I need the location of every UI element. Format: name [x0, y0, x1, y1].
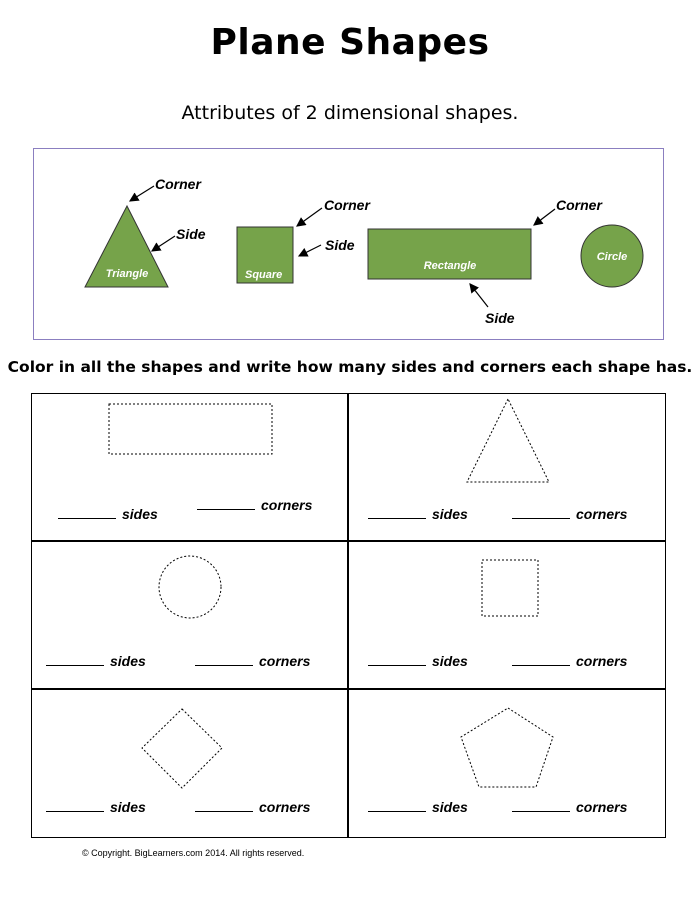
- corners-answer[interactable]: corners: [512, 799, 627, 815]
- rectangle-corner-label: Corner: [556, 197, 602, 213]
- corners-answer[interactable]: corners: [195, 799, 310, 815]
- square-label: Square: [245, 269, 283, 281]
- corners-answer[interactable]: corners: [197, 497, 312, 513]
- cell-rectangle: [31, 393, 348, 541]
- rectangle-label: Rectangle: [423, 260, 477, 272]
- worksheet-grid: [31, 393, 666, 838]
- rectangle-side-label: Side: [485, 310, 515, 326]
- diamond-outline-shape: [32, 690, 349, 839]
- circle-label: Circle: [596, 251, 628, 263]
- square-corner-label: Corner: [324, 197, 370, 213]
- pentagon-outline-shape: [349, 690, 667, 839]
- cell-circle: [31, 541, 348, 689]
- sides-answer[interactable]: sides: [46, 799, 146, 815]
- cell-pentagon: [348, 689, 666, 838]
- sides-answer[interactable]: sides: [368, 506, 468, 522]
- instruction-text: Color in all the shapes and write how many sides and corners each shape has.: [7, 358, 693, 376]
- triangle-label: Triangle: [105, 268, 149, 280]
- page-subtitle: Attributes of 2 dimensional shapes.: [181, 102, 519, 124]
- corners-answer[interactable]: corners: [512, 506, 627, 522]
- cell-triangle: [348, 393, 666, 541]
- example-shapes-box: [33, 148, 664, 340]
- cell-diamond: [31, 689, 348, 838]
- corners-answer[interactable]: corners: [512, 653, 627, 669]
- cell-square: [348, 541, 666, 689]
- example-shapes-drawing: [34, 149, 665, 341]
- triangle-side-label: Side: [176, 226, 206, 242]
- sides-answer[interactable]: sides: [58, 506, 158, 522]
- square-side-label: Side: [325, 237, 355, 253]
- sides-answer[interactable]: sides: [368, 653, 468, 669]
- triangle-corner-label: Corner: [155, 176, 201, 192]
- copyright-notice: © Copyright. BigLearners.com 2014. All rights reserved.: [82, 848, 305, 858]
- corners-answer[interactable]: corners: [195, 653, 310, 669]
- sides-answer[interactable]: sides: [368, 799, 468, 815]
- sides-answer[interactable]: sides: [46, 653, 146, 669]
- page-title: Plane Shapes: [210, 22, 490, 63]
